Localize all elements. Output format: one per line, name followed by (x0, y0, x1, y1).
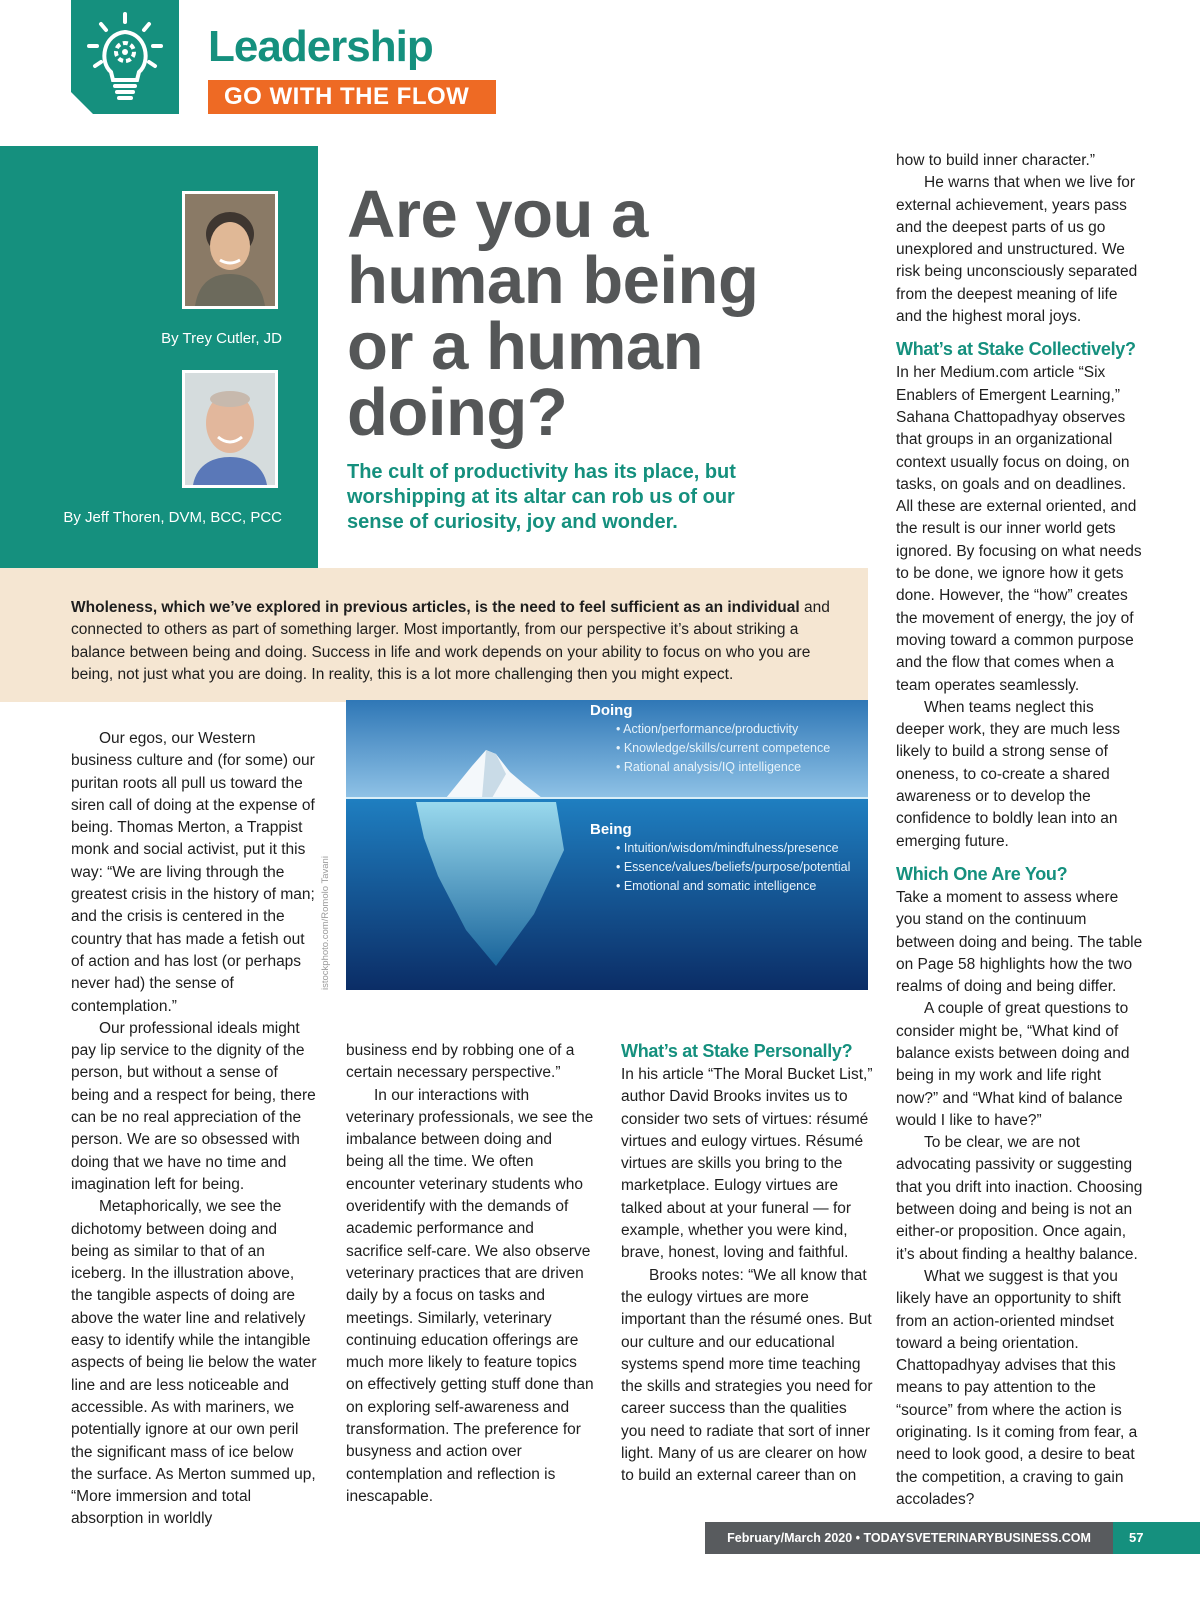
figure-doing-item: • Action/performance/productivity (616, 722, 799, 736)
body-column-2 (346, 1040, 594, 1508)
subhead-stake-personally: What’s at Stake Personally? (621, 1041, 853, 1061)
page-number: 57 (1113, 1522, 1200, 1554)
body-paragraph: business end by robbing one of a certain necessary perspective.” (346, 1042, 575, 1082)
body-paragraph: Metaphorically, we see the dichotomy between doing and being as similar to that of an iceberg. In the illustration above, the tangible aspects of doing are above the water line and relatively easy to identify while the intangible aspects of being lie below the water line and are less noticeable and accessible. As with mariners, we potentially ignore at our own peril the significant mass of ice below the surface. As Merton summed up, “More immersion and total absorption in worldly (71, 1198, 317, 1528)
author-photo-jeff-thoren (182, 370, 278, 488)
figure-being-item: • Intuition/wisdom/mindfulness/presence (616, 841, 839, 855)
body-column-3 (621, 1038, 873, 1488)
figure-doing-list (616, 720, 830, 777)
section-title: Leadership (208, 22, 433, 71)
author-byline: By Trey Cutler, JD (161, 330, 282, 347)
article-headline: Are you a human being or a human doing? (347, 177, 759, 450)
author-portrait-2 (185, 373, 275, 485)
subhead-which-one: Which One Are You? (896, 863, 1068, 884)
intro-rest: and connected to others as part of something larger. Most importantly, from our perspective it’s about striking a balance between being and doing. Success in life and work depends on your ability to focus on who you are being, not just what you are doing. In reality, this is a lot more challenging then you might expect. (71, 599, 830, 683)
figure-being-list (616, 839, 850, 896)
author-portrait-1 (185, 194, 275, 306)
figure-doing-item: • Knowledge/skills/current competence (616, 741, 831, 755)
body-paragraph: Take a moment to assess where you stand on the continuum between doing and being. The table on Page 58 highlights how the two realms of doing and being differ. (896, 888, 1143, 996)
body-paragraph: In her Medium.com article “Six Enablers of Emergent Learning,” Sahana Chattopadhyay observes that groups in an organizational context usually focus on doing, on tasks, on goals and on deadlines. All these are external oriented, and the result is our inner world gets ignored. By focusing on what needs to be done, we ignore how it gets done. However, the “how” creates the movement of energy, the joy of moving toward a common purpose and the flow that comes when a team operates seamlessly. (896, 364, 1142, 694)
author-byline: By Jeff Thoren, DVM, BCC, PCC (63, 509, 282, 526)
footer-issue: February/March 2020 • TODAYSVETERINARYBUSINESS.COM (705, 1522, 1113, 1554)
article-deck: The cult of productivity has its place, but worshipping at its altar can rob us of our sense of curiosity, joy and wonder. (347, 461, 736, 533)
figure-doing-label: Doing (590, 702, 633, 719)
figure-being-item: • Essence/values/beliefs/purpose/potential (616, 860, 851, 874)
iceberg-illustration (346, 700, 868, 990)
body-paragraph: Brooks notes: “We all know that the eulogy virtues are more important than the résumé ones. But our culture and our educational systems spend more time teaching the skills and strategies you need for career success than the qualities you need to radiate that sort of inner light. Many of us are clearer on how to build an external career than on (621, 1266, 873, 1485)
figure-doing-item: • Rational analysis/IQ intelligence (616, 760, 802, 774)
logo-fold-corner (71, 92, 93, 114)
body-paragraph: how to build inner character.” (896, 152, 1096, 169)
body-column-4 (896, 150, 1146, 1511)
intro-lead: Wholeness, which we’ve explored in previous articles, is the need to feel sufficient as an individual (71, 599, 800, 616)
figure-being-label: Being (590, 821, 632, 838)
body-paragraph: Our professional ideals might pay lip service to the dignity of the person, but without a sense of being and a respect for being, there can be no real appreciation of the person. We are so obsessed with doing that we have no time and imagination left for being. (71, 1019, 316, 1193)
body-paragraph: In our interactions with veterinary professionals, we see the imbalance between doing and being all the time. We often encounter veterinary students who overidentify with the demands of academic performance and sacrifice self-care. We also observe veterinary practices that are driven daily by a focus on tasks and meetings. Similarly, veterinary continuing education offerings are much more likely to feature topics on effectively getting stuff done than on exploring self-awareness and transformation. The preference for busyness and action over contemplation and reflection is inescapable. (346, 1086, 594, 1505)
body-paragraph: To be clear, we are not advocating passivity or suggesting that you drift into inaction. Choosing between doing and being is not an either-or proposition. Once again, it’s about finding a healthy balance. (896, 1134, 1143, 1263)
body-paragraph: In his article “The Moral Bucket List,” author David Brooks invites us to consider two sets of virtues: résumé virtues and eulogy virtues. Résumé virtues are skills you bring to the marketplace. Eulogy virtues are talked about at your funeral — for example, whether you were kind, brave, honest, loving and faithful. (621, 1066, 873, 1262)
body-paragraph: Our egos, our Western business culture and (for some) our puritan roots all pull us toward the siren call of doing at the expense of being. Thomas Merton, a Trappist monk and social activist, put it this way: “We are living through the greatest crisis in the history of man; and the crisis is centered in the country that has made a fetish out of action and has lost (or perhaps never had) the sense of contemplation.” (71, 730, 315, 1015)
body-paragraph: What we suggest is that you likely have an opportunity to shift from an action-oriented mindset toward a being orientation. Chattopadhyay advises that this means to pay attention to the “source” from where the action is originating. Is it coming from fear, a need to look good, a desire to beat the competition, a craving to gain accolades? (896, 1267, 1138, 1508)
section-subtitle: GO WITH THE FLOW (208, 80, 496, 114)
body-column-1 (71, 728, 319, 1531)
figure-being-item: • Emotional and somatic intelligence (616, 879, 817, 893)
author-photo-trey-cutler (182, 191, 278, 309)
photo-credit: istockphoto.com/Romolo Tavani (320, 856, 331, 990)
body-paragraph: When teams neglect this deeper work, they are much less likely to build a strong sense of oneness, to co-create a shared awareness or to develop the confidence to boldly lean into an emerging future. (896, 698, 1120, 850)
body-paragraph: He warns that when we live for external achievement, years pass and the deepest parts of us go unexplored and unstructured. We risk being unconsciously separated from the deepest meaning of life and the highest moral joys. (896, 174, 1138, 326)
subhead-stake-collectively: What’s at Stake Collectively? (896, 339, 1136, 360)
body-paragraph: A couple of great questions to consider might be, “What kind of balance exists between doing and being in my work and life right now?” and “What kind of balance would I like to have?” (896, 1000, 1130, 1129)
intro-paragraph (71, 597, 831, 686)
